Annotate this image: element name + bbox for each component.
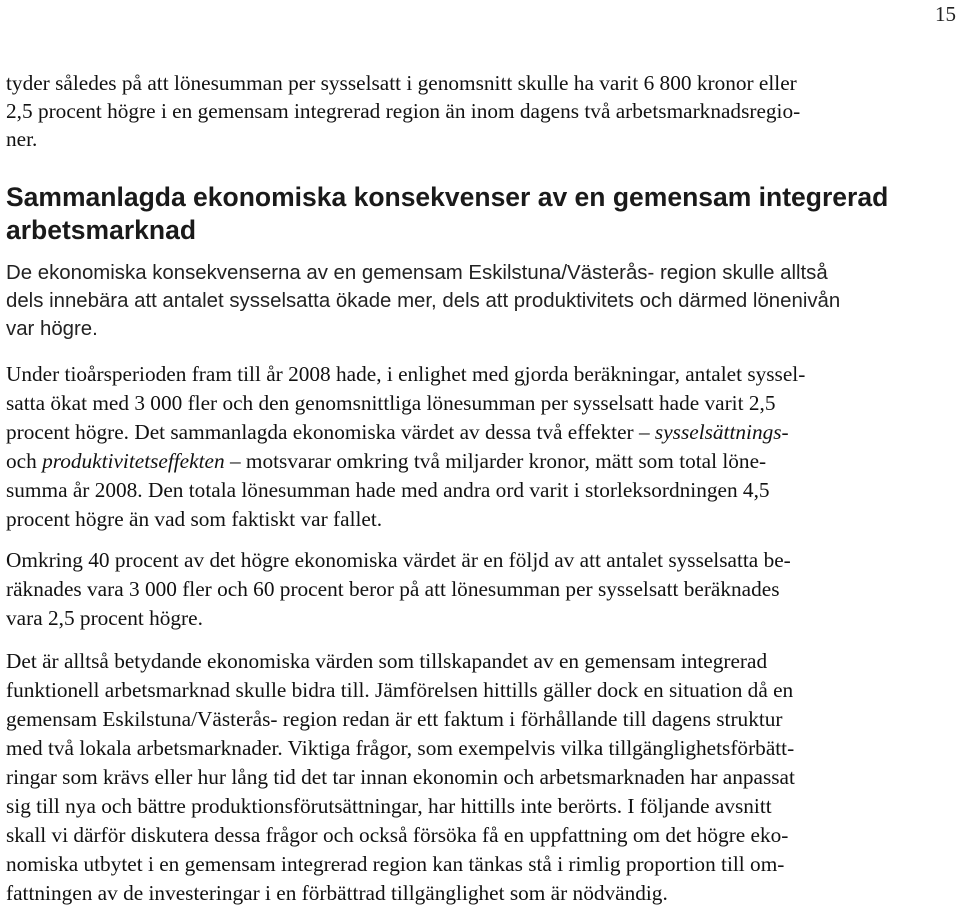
lead-line-3: var högre. — [6, 318, 98, 340]
p3-line-1: Omkring 40 procent av det högre ekonomiska värdet är en följd av att antalet sysselsatta be- — [6, 548, 791, 572]
page-number: 15 — [935, 2, 956, 26]
section-heading-line-2: arbetsmarknad — [6, 215, 197, 245]
p2-line-6: procent högre än vad som faktiskt var fallet. — [6, 507, 383, 531]
p3-line-3: vara 2,5 procent högre. — [6, 606, 203, 630]
p2-line-3 — [6, 418, 789, 446]
p4-line-5: ringar som krävs eller hur lång tid det tar innan ekonomin och arbetsmarknaden har anpassat — [6, 765, 795, 789]
p4-line-2: funktionell arbetsmarknad skulle bidra till. Jämförelsen hittills gäller dock en situation då en — [6, 678, 794, 702]
p2-line-4-text-a: och — [6, 449, 43, 473]
intro-line-2: 2,5 procent högre i en gemensam integrerad region än inom dagens två arbetsmarknadsregio- — [6, 99, 801, 123]
p3-line-2: räknades vara 3 000 fler och 60 procent beror på att lönesumman per sysselsatt beräknades — [6, 577, 780, 601]
section-heading-line-1: Sammanlagda ekonomiska konsekvenser av en gemensam integrerad — [6, 182, 889, 212]
p2-line-4-text-b: – motsvarar omkring två miljarder kronor, mätt som total löne- — [224, 449, 767, 473]
p4-line-8: nomiska utbytet i en gemensam integrerad region kan tänkas stå i rimlig proportion till om- — [6, 852, 785, 876]
intro-line-1: tyder således på att lönesumman per sysselsatt i genomsnitt skulle ha varit 6 800 kronor eller — [6, 71, 797, 95]
p4-line-1: Det är alltså betydande ekonomiska värden som tillskapandet av en gemensam integrerad — [6, 649, 768, 673]
p2-line-3-text: procent högre. Det sammanlagda ekonomiska värdet av dessa två effekter – — [6, 420, 655, 444]
p4-line-9: fattningen av de investeringar i en förbättrad tillgänglighet som är nödvändig. — [6, 881, 668, 905]
lead-line-1: De ekonomiska konsekvenserna av en gemensam Eskilstuna/Västerås- region skulle alltså — [6, 262, 828, 284]
p4-line-7: skall vi därför diskutera dessa frågor och också försöka få en uppfattning om det högre eko- — [6, 823, 789, 847]
p2-line-5: summa år 2008. Den totala lönesumman hade med andra ord varit i storleksordningen 4,5 — [6, 478, 770, 502]
intro-line-3: ner. — [6, 127, 38, 151]
p4-line-3: gemensam Eskilstuna/Västerås- region redan är ett faktum i förhållande till dagens struktur — [6, 707, 783, 731]
p2-line-1: Under tioårsperioden fram till år 2008 hade, i enlighet med gjorda beräkningar, antalet syssel- — [6, 362, 806, 386]
p2-line-2: satta ökat med 3 000 fler och den genomsnittliga lönesumman per sysselsatt hade varit 2,5 — [6, 391, 776, 415]
p2-line-4-emphasis: produktivitetseffekten — [42, 449, 225, 473]
p2-line-4 — [6, 447, 766, 475]
lead-line-2: dels innebära att antalet sysselsatta ökade mer, dels att produktivitets och därmed lönenivån — [6, 290, 841, 312]
p2-line-3-emphasis: sysselsättnings- — [654, 420, 789, 444]
p4-line-4: med två lokala arbetsmarknader. Viktiga frågor, som exempelvis vilka tillgänglighetsförbätt- — [6, 736, 795, 760]
p4-line-6: sig till nya och bättre produktionsförutsättningar, har hittills inte berörts. I följande avsnitt — [6, 794, 772, 818]
